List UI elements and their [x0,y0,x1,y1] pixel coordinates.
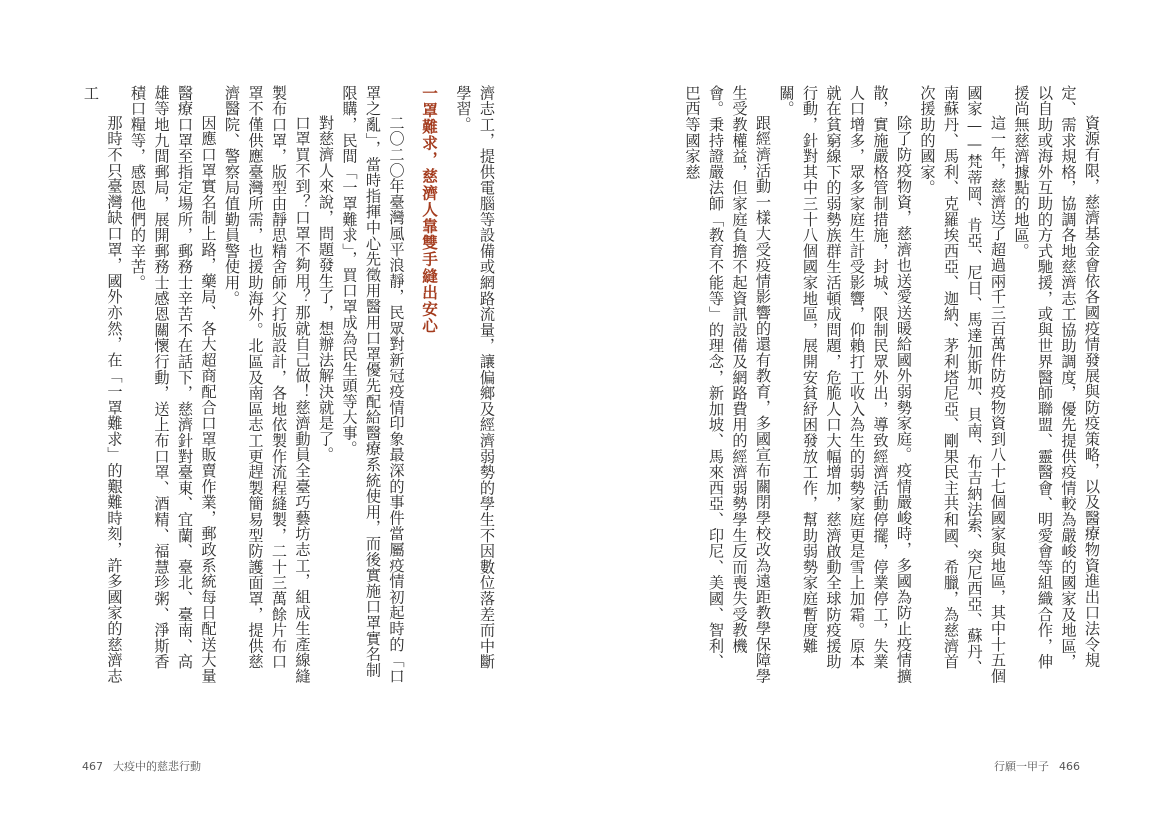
paragraph: 跟經濟活動一樣大受疫情影響的還有教育，多國宣布關閉學校改為遠距教學保障學生受教權益，但家庭負擔不起資訊設備及網路費用的經濟弱勢學生反而喪失受教機會。秉持證嚴法師「教育不能等」的理念，新加坡、馬來西亞、印尼、美國、智利、巴西等國家慈 [683,85,772,685]
paragraph: 濟志工，提供電腦等設備或網路流量，讓偏鄉及經濟弱勢的學生不因數位落差而中斷學習。 [454,85,496,670]
paragraph: 那時不只臺灣缺口罩，國外亦然，在「一罩難求」的艱難時刻，許多國家的慈濟志工 [82,85,124,685]
right-page-footer [994,758,1080,774]
paragraph: 因應口罩實名制上路，藥局、各大超商配合口罩販賣作業，郵政系統每日配送大量醫療口罩至指定場所，郵務士辛苦不在話下，慈濟針對臺東、宜蘭、臺北、臺南、高雄等地九間郵局，展開郵務士感恩關懷行動，送上布口罩、酒精、福慧珍粥、淨斯香積口糧等，感恩他們的辛苦。 [129,85,218,685]
paragraph: 這一年，慈濟送了超過兩千三百萬件防疫物資到八十七個國家與地區，其中十五個國家——梵蒂岡、肯亞、尼日、馬達加斯加、貝南、布吉納法索、突尼西亞、蘇丹、南蘇丹、馬利、克羅埃西亞、迦納、茅利塔尼亞、剛果民主共和國、希臘，為慈濟首次援助的國家。 [918,85,1007,685]
running-title: 大疫中的慈悲行動 [113,760,201,773]
right-page-body [663,85,1103,685]
section-heading: 一罩難求，慈濟人靠雙手縫出安心 [420,85,439,334]
page-number: 466 [1059,760,1080,773]
left-page-footer [82,758,201,774]
paragraph: 對慈濟人來說，問題發生了，想辦法解決就是了。 [317,115,335,463]
right-page [581,0,1162,816]
paragraph: 口罩買不到？口罩不夠用？那就自己做！慈濟動員全臺巧藝坊志工，組成生產線縫製布口罩，版型由靜思精舍師父打版設計，各地依製作流程縫製，二十三萬餘片布口罩不僅供應臺灣所需，也援助海外。北區及南區志工更趕製簡易型防護面罩，提供慈濟醫院、警察局值勤員警使用。 [223,85,312,685]
running-title: 行願一甲子 [994,760,1049,773]
page-number: 467 [82,760,103,773]
left-page-body [82,85,498,685]
paragraph: 二〇二〇年臺灣風平浪靜，民眾對新冠疫情印象最深的事件當屬疫情初起時的「口罩之亂」，當時指揮中心先徵用醫用口罩優先配給醫療系統使用，而後實施口罩實名制限購，民間「一罩難求」，買口罩成為民生頭等大事。 [340,85,406,685]
paragraph: 資源有限，慈濟基金會依各國疫情發展與防疫策略，以及醫療物資進出口法令規定、需求規格，協調各地慈濟志工協助調度，優先提供疫情較為嚴峻的國家及地區，以自助或海外互助的方式馳援，或與世界醫師聯盟、靈醫會、明愛會等組織合作，伸援尚無慈濟據點的地區。 [1012,85,1101,670]
paragraph: 除了防疫物資，慈濟也送愛送暖給國外弱勢家庭。疫情嚴峻時，多國為防止疫情擴散，實施嚴格管制措施，封城、限制民眾外出，導致經濟活動停擺，停業停工，失業人口增多，眾多家庭生計受影響，仰賴打工收入為生的弱勢家庭更是雪上加霜。原本就在貧窮線下的弱勢族群生活頓成問題，危脆人口大幅增加，慈濟啟動全球防疫援助行動，針對其中三十八個國家地區，展開安貧紓困發放工作，幫助弱勢家庭暫度難關。 [777,85,913,685]
